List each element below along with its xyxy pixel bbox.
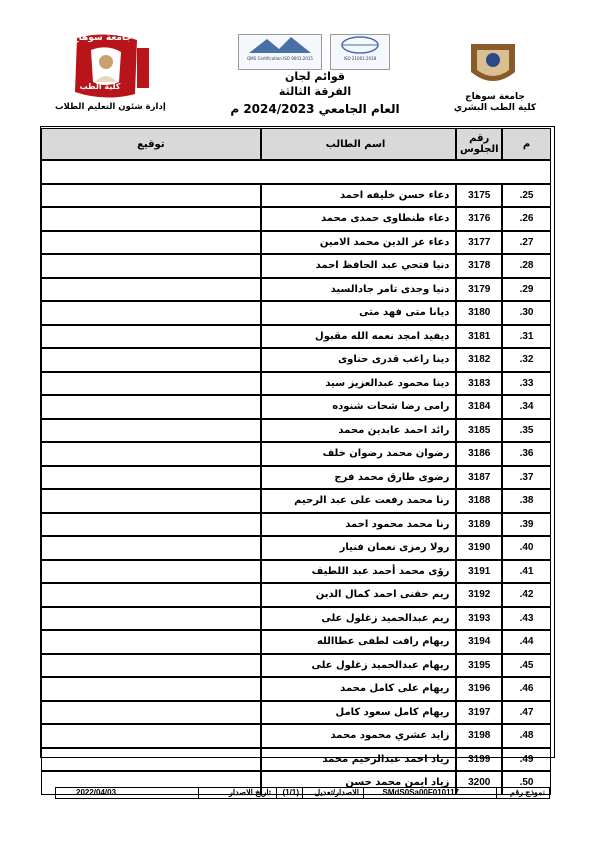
col-header-seat-number: رقم الجلوس (456, 128, 502, 160)
student-name: رولا رمزى نعمان فنيار (261, 536, 457, 560)
row-number: .26 (502, 207, 551, 231)
row-number: .44 (502, 630, 551, 654)
iso-certification-badge (330, 34, 390, 70)
signature-cell (41, 748, 261, 772)
seat-number: 3180 (456, 301, 502, 325)
row-number: .39 (502, 513, 551, 537)
row-number: .40 (502, 536, 551, 560)
table-row (41, 395, 551, 419)
student-name: رضوى طارق محمد فرج (261, 466, 457, 490)
row-number: .38 (502, 489, 551, 513)
row-number: .47 (502, 701, 551, 725)
cert2-text: ISO 21001:2018 (343, 56, 377, 61)
row-number: .36 (502, 442, 551, 466)
row-number: .34 (502, 395, 551, 419)
signature-cell (41, 254, 261, 278)
seat-number: 3178 (456, 254, 502, 278)
table-row (41, 489, 551, 513)
table-row (41, 419, 551, 443)
table-row (41, 254, 551, 278)
cert1-text: QMS Certification ISO 9001:2015 (247, 56, 313, 61)
table-row (41, 536, 551, 560)
university-name: جامعة سوهاج (465, 92, 525, 102)
issue-date: 2022/04/03 (76, 788, 117, 797)
page-header (0, 0, 595, 125)
table-row (41, 560, 551, 584)
signature-cell (41, 419, 261, 443)
seat-number: 3200 (456, 771, 502, 795)
globe-logo-icon (331, 35, 389, 55)
table-row (41, 278, 551, 302)
row-number: .41 (502, 560, 551, 584)
row-number: .32 (502, 348, 551, 372)
row-number: .31 (502, 325, 551, 349)
seat-number: 3185 (456, 419, 502, 443)
signature-cell (41, 325, 261, 349)
table-row (41, 372, 551, 396)
student-name: ريم حفنى احمد كمال الدين (261, 583, 457, 607)
table-row (41, 701, 551, 725)
signature-cell (41, 724, 261, 748)
seat-number: 3192 (456, 583, 502, 607)
table-row (41, 184, 551, 208)
table-row (41, 630, 551, 654)
student-name: رضوان محمد رضوان خلف (261, 442, 457, 466)
row-number: .28 (502, 254, 551, 278)
table-row (41, 513, 551, 537)
signature-cell (41, 466, 261, 490)
table-row (41, 466, 551, 490)
seat-number: 3199 (456, 748, 502, 772)
signature-cell (41, 184, 261, 208)
student-name: رنا محمد رفعت على عبد الرحيم (261, 489, 457, 513)
row-number: .29 (502, 278, 551, 302)
student-name: دنيا فتحي عبد الحافظ احمد (261, 254, 457, 278)
table-row (41, 301, 551, 325)
col-header-student-name: اسم الطالب (261, 128, 457, 160)
form-code: SMdS0Sa00F010117 (382, 788, 459, 797)
left-logo-text: جامعة سوهاج (72, 33, 132, 43)
form-number-label: نموذج رقم (510, 788, 545, 797)
signature-cell (41, 630, 261, 654)
student-name: ريهام كامل سعود كامل (261, 701, 457, 725)
student-name: ريهام رافت لطفى عطاالله (261, 630, 457, 654)
row-number: .43 (502, 607, 551, 631)
signature-cell (41, 701, 261, 725)
seat-number: 3182 (456, 348, 502, 372)
row-number: .33 (502, 372, 551, 396)
title-academic-year: العام الجامعي 2024/2023 م (230, 102, 400, 116)
seat-number: 3187 (456, 466, 502, 490)
seat-number: 3195 (456, 654, 502, 678)
signature-cell (41, 231, 261, 255)
signature-cell (41, 560, 261, 584)
table-row (41, 442, 551, 466)
sohag-university-logo (463, 38, 523, 90)
seat-number: 3175 (456, 184, 502, 208)
signature-cell (41, 348, 261, 372)
table-row (41, 325, 551, 349)
seat-number: 3194 (456, 630, 502, 654)
table-row (41, 654, 551, 678)
signature-cell (41, 677, 261, 701)
row-number: .49 (502, 748, 551, 772)
seat-number: 3189 (456, 513, 502, 537)
student-name: ريهام على كامل محمد (261, 677, 457, 701)
document-footer (55, 787, 550, 799)
student-name: ديانا متى فهد متى (261, 301, 457, 325)
row-number: .46 (502, 677, 551, 701)
signature-cell (41, 607, 261, 631)
seat-number: 3198 (456, 724, 502, 748)
table-row (41, 748, 551, 772)
edition-value: (1/1) (282, 788, 299, 797)
row-number: .25 (502, 184, 551, 208)
student-name: ريهام عبدالحميد زغلول على (261, 654, 457, 678)
table-row (41, 348, 551, 372)
title-third-year: الفرقة الثالثة (278, 85, 352, 98)
seat-number: 3196 (456, 677, 502, 701)
seat-number: 3190 (456, 536, 502, 560)
seat-number: 3191 (456, 560, 502, 584)
seat-number: 3176 (456, 207, 502, 231)
signature-cell (41, 372, 261, 396)
signature-cell (41, 278, 261, 302)
qms-certification-badge (238, 34, 322, 70)
student-name: دنيا وجدى تامر جادالسيد (261, 278, 457, 302)
mountain-logo-icon (239, 35, 321, 55)
seat-number: 3183 (456, 372, 502, 396)
row-number: .35 (502, 419, 551, 443)
seat-number: 3197 (456, 701, 502, 725)
signature-cell (41, 536, 261, 560)
student-name: رؤى محمد أحمد عبد اللطيف (261, 560, 457, 584)
row-number: .37 (502, 466, 551, 490)
seat-number: 3179 (456, 278, 502, 302)
seat-number: 3177 (456, 231, 502, 255)
student-name: زياد احمد عبدالرحيم محمد (261, 748, 457, 772)
student-name: زياد ايمن محمد حسن (261, 771, 457, 795)
title-committee-lists: قوائم لجان (284, 70, 346, 83)
committee-table (41, 128, 551, 795)
row-number: .42 (502, 583, 551, 607)
student-name: رنا محمد محمود احمد (261, 513, 457, 537)
seat-number: 3181 (456, 325, 502, 349)
issue-date-label: تاريخ الاصدار (228, 788, 271, 797)
signature-cell (41, 583, 261, 607)
left-logo-sub: كلية الطب (79, 82, 121, 91)
signature-cell (41, 513, 261, 537)
table-row (41, 207, 551, 231)
student-name: زايد عشري محمود محمد (261, 724, 457, 748)
signature-cell (41, 442, 261, 466)
col-header-signature: توقيع (41, 128, 261, 160)
row-number: .48 (502, 724, 551, 748)
table-row (41, 231, 551, 255)
col-header-number: م (502, 128, 551, 160)
signature-cell (41, 301, 261, 325)
row-number: .27 (502, 231, 551, 255)
student-name: دعاء حسن خليفه احمد (261, 184, 457, 208)
student-name: ديفيد امجد نعمه الله مقبول (261, 325, 457, 349)
seat-number: 3188 (456, 489, 502, 513)
row-number: .50 (502, 771, 551, 795)
student-name: دينا محمود عبدالعزيز سيد (261, 372, 457, 396)
row-number: .30 (502, 301, 551, 325)
signature-cell (41, 395, 261, 419)
table-row (41, 607, 551, 631)
faculty-name: كلية الطب البشري (453, 103, 537, 113)
student-name: دعاء طنطاوى حمدى محمد (261, 207, 457, 231)
table-row (41, 724, 551, 748)
student-name: رامى رضا شحات شنوده (261, 395, 457, 419)
seat-number: 3193 (456, 607, 502, 631)
student-name: رائد احمد عابدين محمد (261, 419, 457, 443)
edition-label: الاصدار/تعديل (314, 788, 359, 797)
seat-number: 3184 (456, 395, 502, 419)
seat-number: 3186 (456, 442, 502, 466)
signature-cell (41, 207, 261, 231)
signature-cell (41, 654, 261, 678)
table-row (41, 677, 551, 701)
signature-cell (41, 489, 261, 513)
student-name: دينا راغب قدرى حناوى (261, 348, 457, 372)
student-name: ريم عبدالحميد زغلول على (261, 607, 457, 631)
table-row (41, 583, 551, 607)
student-name: دعاء عز الدين محمد الامين (261, 231, 457, 255)
row-number: .45 (502, 654, 551, 678)
department-name: إدارة شئون التعليم الطلاب (55, 102, 166, 112)
